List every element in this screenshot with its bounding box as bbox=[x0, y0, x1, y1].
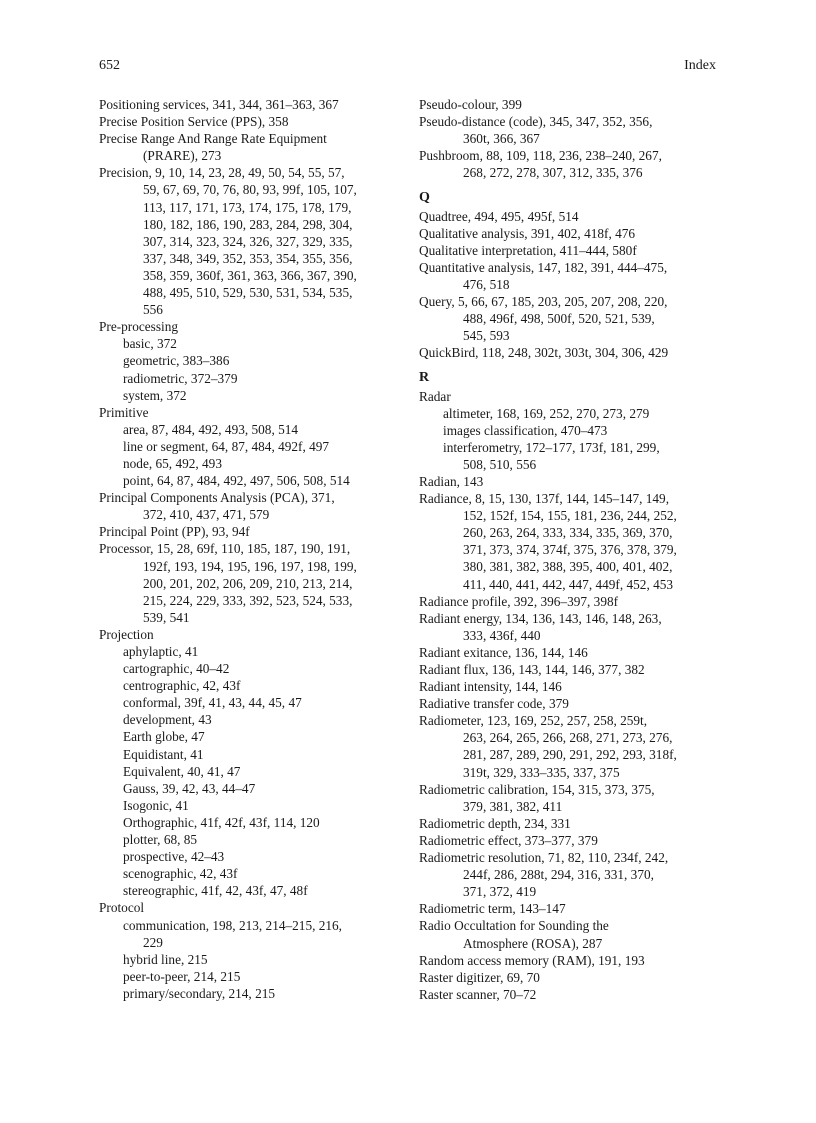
index-subentry: altimeter, 168, 169, 252, 270, 273, 279 bbox=[443, 405, 650, 421]
index-entry: Precision, 9, 10, 14, 23, 28, 49, 50, 54, 55, 57, bbox=[99, 165, 345, 181]
index-subentry: plotter, 68, 85 bbox=[123, 832, 198, 848]
index-subentry: centrographic, 42, 43f bbox=[123, 678, 241, 694]
index-entry-continuation: 200, 201, 202, 206, 209, 210, 213, 214, bbox=[143, 575, 353, 591]
index-entry: Random access memory (RAM), 191, 193 bbox=[419, 952, 645, 968]
index-entry: Radian, 143 bbox=[419, 473, 484, 489]
index-entry-continuation: 307, 314, 323, 324, 326, 327, 329, 335, bbox=[143, 233, 353, 249]
index-entry: Principal Components Analysis (PCA), 371, bbox=[99, 490, 335, 506]
index-entry-continuation: 476, 518 bbox=[463, 276, 510, 292]
index-entry: Raster scanner, 70–72 bbox=[419, 986, 537, 1002]
index-entry: Radiant energy, 134, 136, 143, 146, 148, 263, bbox=[419, 610, 662, 626]
index-entry-continuation: 371, 373, 374, 374f, 375, 376, 378, 379, bbox=[463, 542, 677, 558]
index-entry-continuation: 260, 263, 264, 333, 334, 335, 369, 370, bbox=[463, 525, 673, 541]
index-column-right bbox=[419, 96, 724, 1003]
index-entry: Protocol bbox=[99, 900, 145, 916]
index-subentry: communication, 198, 213, 214–215, 216, bbox=[123, 917, 343, 933]
index-entry-continuation: 244f, 286, 288t, 294, 316, 331, 370, bbox=[463, 867, 654, 883]
index-subentry: development, 43 bbox=[123, 712, 212, 728]
index-subentry: geometric, 383–386 bbox=[123, 353, 230, 369]
index-entry-continuation: 333, 436f, 440 bbox=[463, 627, 541, 643]
page-number: 652 bbox=[99, 58, 120, 73]
index-entry: Projection bbox=[99, 626, 154, 642]
index-subentry: conformal, 39f, 41, 43, 44, 45, 47 bbox=[123, 695, 302, 711]
index-subentry: cartographic, 40–42 bbox=[123, 661, 230, 677]
index-subentry: Equidistant, 41 bbox=[123, 746, 204, 762]
index-section-letter: Q bbox=[419, 190, 430, 206]
index-subentry: node, 65, 492, 493 bbox=[123, 455, 222, 471]
index-entry-continuation: 337, 348, 349, 352, 353, 354, 355, 356, bbox=[143, 250, 353, 266]
index-entry-continuation: 263, 264, 265, 266, 268, 271, 273, 276, bbox=[463, 730, 673, 746]
index-entry: Query, 5, 66, 67, 185, 203, 205, 207, 208, 220, bbox=[419, 294, 668, 310]
index-entry: Radiant intensity, 144, 146 bbox=[419, 679, 562, 695]
index-entry-continuation: 113, 117, 171, 173, 174, 175, 178, 179, bbox=[143, 199, 352, 215]
index-entry: Pseudo-colour, 399 bbox=[419, 97, 522, 112]
index-entry: Radar bbox=[419, 388, 451, 404]
index-entry: Radiance, 8, 15, 130, 137f, 144, 145–147, 149, bbox=[419, 491, 670, 507]
index-entry: Radiometric effect, 373–377, 379 bbox=[419, 832, 598, 848]
index-entry: Raster digitizer, 69, 70 bbox=[419, 969, 540, 985]
index-entry-continuation: 411, 440, 441, 442, 447, 449f, 452, 453 bbox=[463, 576, 674, 592]
index-entry-continuation: 360t, 366, 367 bbox=[463, 131, 540, 147]
index-entry-continuation: 59, 67, 69, 70, 76, 80, 93, 99f, 105, 107, bbox=[143, 182, 357, 198]
index-entry-continuation: 508, 510, 556 bbox=[463, 456, 537, 472]
index-entry-continuation: 380, 381, 382, 388, 395, 400, 401, 402, bbox=[463, 559, 673, 575]
index-entry: Radiance profile, 392, 396–397, 398f bbox=[419, 593, 619, 609]
index-entry: Radiometer, 123, 169, 252, 257, 258, 259t, bbox=[419, 713, 648, 729]
index-section-letter: R bbox=[419, 370, 430, 386]
index-subentry: interferometry, 172–177, 173f, 181, 299, bbox=[443, 439, 660, 455]
index-entry: Radiant exitance, 136, 144, 146 bbox=[419, 644, 588, 660]
index-subentry: Equivalent, 40, 41, 47 bbox=[123, 763, 241, 779]
index-subentry: basic, 372 bbox=[123, 336, 177, 352]
index-subentry: stereographic, 41f, 42, 43f, 47, 48f bbox=[123, 883, 308, 899]
index-entry: Processor, 15, 28, 69f, 110, 185, 187, 190, 191, bbox=[99, 541, 351, 557]
index-subentry: Isogonic, 41 bbox=[123, 797, 189, 813]
index-entry: Qualitative interpretation, 411–444, 580f bbox=[419, 242, 637, 258]
index-entry-continuation: 488, 495, 510, 529, 530, 531, 534, 535, bbox=[143, 285, 353, 301]
index-subentry: aphylaptic, 41 bbox=[123, 644, 199, 659]
index-subentry: hybrid line, 215 bbox=[123, 951, 208, 967]
index-entry-continuation: 319t, 329, 333–335, 337, 375 bbox=[463, 764, 620, 780]
index-entry: Pre-processing bbox=[99, 319, 179, 335]
index-entry: Radiant flux, 136, 143, 144, 146, 377, 382 bbox=[419, 662, 645, 677]
index-subentry: images classification, 470–473 bbox=[443, 422, 608, 438]
index-subentry: prospective, 42–43 bbox=[123, 849, 225, 865]
index-entry-continuation: 358, 359, 360f, 361, 363, 366, 367, 390, bbox=[143, 267, 357, 283]
index-entry-continuation: 545, 593 bbox=[463, 328, 510, 344]
index-subentry: scenographic, 42, 43f bbox=[123, 866, 238, 882]
index-entry-continuation: 372, 410, 437, 471, 579 bbox=[143, 507, 270, 523]
index-entry-continuation: 556 bbox=[143, 302, 163, 318]
running-header-title: Index bbox=[684, 58, 716, 73]
index-entry-continuation: 215, 224, 229, 333, 392, 523, 524, 533, bbox=[143, 592, 353, 608]
index-entry: QuickBird, 118, 248, 302t, 303t, 304, 306, 429 bbox=[419, 345, 669, 361]
index-subentry: radiometric, 372–379 bbox=[123, 370, 238, 386]
index-subentry: line or segment, 64, 87, 484, 492f, 497 bbox=[123, 438, 330, 454]
index-subentry: Orthographic, 41f, 42f, 43f, 114, 120 bbox=[123, 814, 320, 830]
index-entry: Qualitative analysis, 391, 402, 418f, 476 bbox=[419, 225, 636, 241]
index-subentry: point, 64, 87, 484, 492, 497, 506, 508, 514 bbox=[123, 473, 350, 489]
index-entry-continuation: 192f, 193, 194, 195, 196, 197, 198, 199, bbox=[143, 558, 357, 574]
index-entry-continuation: 152, 152f, 154, 155, 181, 236, 244, 252, bbox=[463, 508, 677, 524]
index-entry-continuation: 371, 372, 419 bbox=[463, 884, 537, 900]
index-entry-continuation: 379, 381, 382, 411 bbox=[463, 798, 563, 814]
index-entry: Radiometric resolution, 71, 82, 110, 234f, 242, bbox=[419, 850, 669, 866]
index-entry-continuation: 281, 287, 289, 290, 291, 292, 293, 318f, bbox=[463, 747, 677, 763]
index-entry-continuation: 539, 541 bbox=[143, 609, 190, 625]
index-entry: Quantitative analysis, 147, 182, 391, 444–475, bbox=[419, 259, 668, 275]
index-entry: Radiometric depth, 234, 331 bbox=[419, 815, 571, 831]
index-entry-continuation: 229 bbox=[143, 934, 163, 950]
index-entry-continuation: (PRARE), 273 bbox=[143, 148, 222, 164]
index-subentry: Earth globe, 47 bbox=[123, 729, 205, 745]
index-subentry: area, 87, 484, 492, 493, 508, 514 bbox=[123, 421, 299, 437]
index-subentry: primary/secondary, 214, 215 bbox=[123, 985, 276, 1001]
index-entry: Precise Position Service (PPS), 358 bbox=[99, 114, 289, 130]
index-entry-continuation: Atmosphere (ROSA), 287 bbox=[463, 935, 603, 951]
index-subentry: system, 372 bbox=[123, 387, 187, 403]
index-entry: Radio Occultation for Sounding the bbox=[419, 918, 609, 934]
index-entry: Positioning services, 341, 344, 361–363, 367 bbox=[99, 97, 339, 112]
index-entry-continuation: 180, 182, 186, 190, 283, 284, 298, 304, bbox=[143, 216, 353, 232]
index-entry: Radiometric calibration, 154, 315, 373, 375, bbox=[419, 781, 655, 797]
index-entry: Precise Range And Range Rate Equipment bbox=[99, 131, 327, 147]
index-entry: Primitive bbox=[99, 404, 149, 420]
index-subentry: Gauss, 39, 42, 43, 44–47 bbox=[123, 780, 256, 796]
index-subentry: peer-to-peer, 214, 215 bbox=[123, 968, 241, 984]
index-entry-continuation: 488, 496f, 498, 500f, 520, 521, 539, bbox=[463, 311, 655, 327]
index-entry: Quadtree, 494, 495, 495f, 514 bbox=[419, 208, 579, 224]
index-column-left bbox=[99, 96, 399, 1002]
index-entry: Pushbroom, 88, 109, 118, 236, 238–240, 267, bbox=[419, 148, 662, 164]
index-entry: Principal Point (PP), 93, 94f bbox=[99, 524, 250, 540]
index-entry-continuation: 268, 272, 278, 307, 312, 335, 376 bbox=[463, 165, 643, 181]
index-entry: Radiative transfer code, 379 bbox=[419, 696, 569, 712]
index-entry: Pseudo-distance (code), 345, 347, 352, 356, bbox=[419, 114, 653, 130]
index-entry: Radiometric term, 143–147 bbox=[419, 901, 566, 917]
